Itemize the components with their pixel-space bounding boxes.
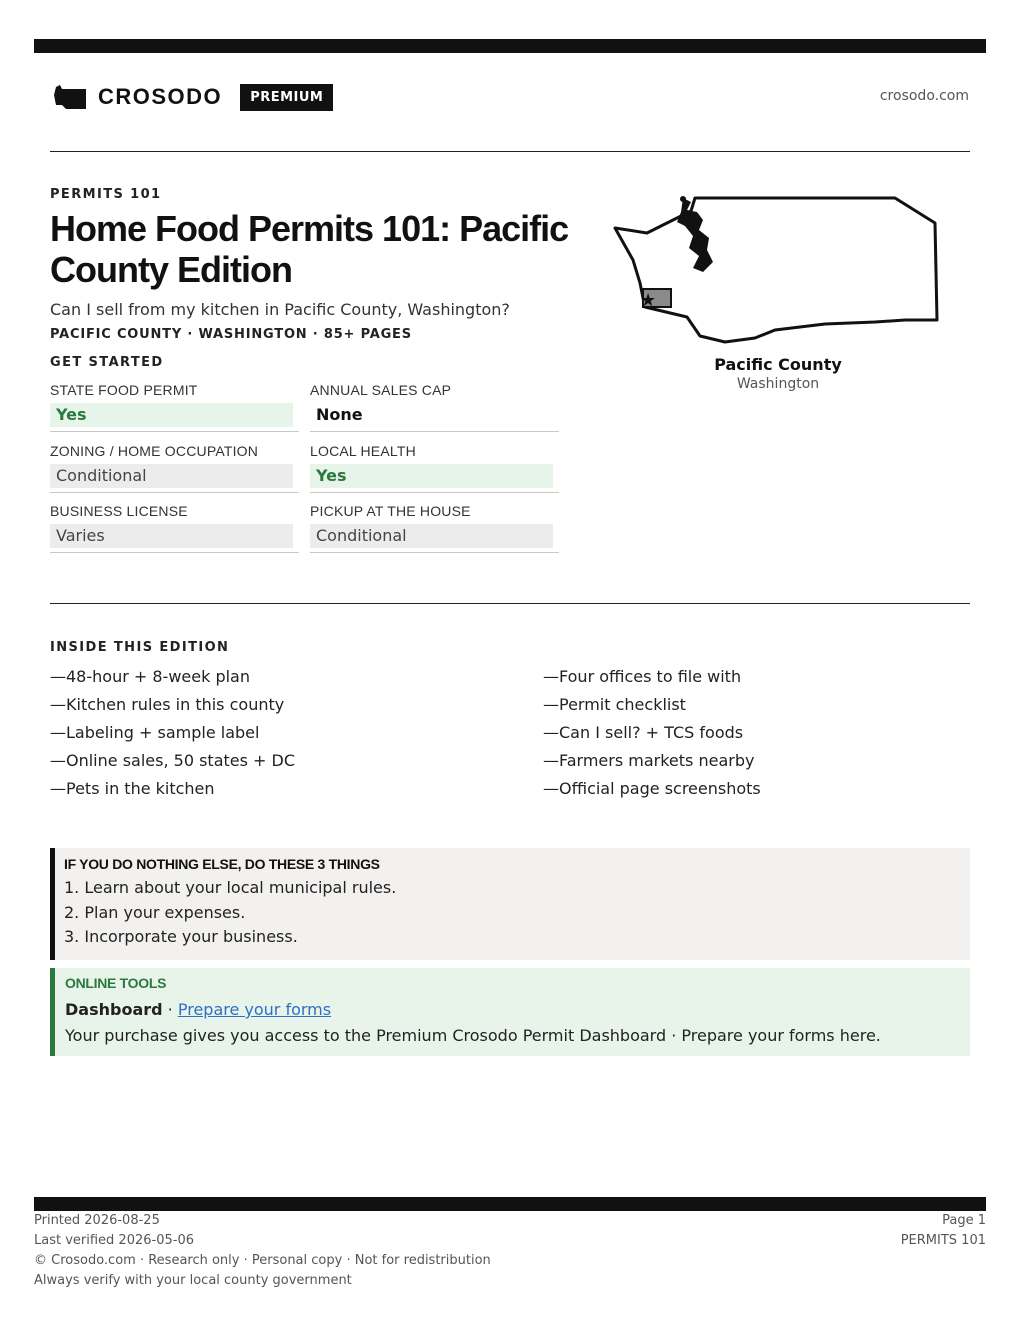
callout-item: 2. Plan your expenses. — [64, 902, 246, 922]
printed-date: Printed 2026-08-25 — [34, 1213, 160, 1228]
priority-callout — [50, 848, 970, 960]
disclaimer: Always verify with your local county government — [34, 1273, 352, 1288]
grid-cell-pickup — [310, 503, 559, 553]
list-item: —48-hour + 8-week plan — [50, 667, 250, 686]
status-badge: Varies — [50, 524, 293, 548]
grid-label: PICKUP AT THE HOUSE — [310, 503, 471, 519]
callout-item: 1. Learn about your local municipal rules. — [64, 878, 397, 897]
section-divider — [50, 603, 970, 604]
grid-divider — [50, 431, 299, 432]
status-badge: Yes — [50, 403, 293, 427]
puget-sound-islands — [677, 198, 713, 272]
list-item: —Official page screenshots — [543, 779, 761, 798]
list-item: —Kitchen rules in this county — [50, 695, 285, 714]
section-kicker: PERMITS 101 — [50, 187, 162, 202]
map-state-label: Washington — [736, 376, 820, 392]
prepare-forms-link[interactable]: Prepare your forms — [177, 1000, 332, 1019]
grid-divider — [50, 492, 299, 493]
island-dot — [680, 196, 686, 202]
grid-label: STATE FOOD PERMIT — [50, 382, 198, 398]
callout-item: 3. Incorporate your business. — [64, 927, 298, 946]
grid-divider — [50, 552, 299, 553]
list-item: —Four offices to file with — [543, 667, 742, 686]
page-title: Home Food Permits 101: Pacific County Edition — [50, 208, 569, 290]
premium-badge: PREMIUM — [240, 84, 333, 111]
page-subtitle: Can I sell from my kitchen in Pacific County, Washington? — [50, 300, 510, 319]
grid-cell-zoning — [50, 443, 299, 493]
footer-section: PERMITS 101 — [900, 1233, 986, 1248]
get-started-heading: GET STARTED — [50, 355, 164, 370]
tools-title: ONLINE TOOLS — [65, 975, 167, 991]
inside-list-right — [543, 663, 761, 803]
grid-cell-annual-sales-cap — [310, 382, 559, 432]
site-url[interactable]: crosodo.com — [879, 88, 969, 104]
link-separator: · — [162, 1000, 178, 1019]
state-outline — [615, 198, 937, 342]
list-item: —Permit checklist — [543, 695, 686, 714]
top-bar — [34, 39, 986, 53]
list-item: —Pets in the kitchen — [50, 779, 215, 798]
grid-cell-state-food-permit — [50, 382, 299, 432]
washington-state-logo-icon — [52, 83, 88, 111]
copyright: © Crosodo.com · Research only · Personal copy · Not for redistribution — [34, 1253, 491, 1268]
list-item: —Labeling + sample label — [50, 723, 260, 742]
online-tools-box — [50, 968, 970, 1056]
list-item: —Farmers markets nearby — [543, 751, 755, 770]
edition-meta: PACIFIC COUNTY · WASHINGTON · 85+ PAGES — [50, 327, 412, 342]
grid-label: BUSINESS LICENSE — [50, 503, 188, 519]
grid-cell-local-health — [310, 443, 559, 493]
grid-divider — [310, 431, 559, 432]
header-divider — [50, 151, 970, 152]
list-item: —Can I sell? + TCS foods — [543, 723, 744, 742]
footer-left — [34, 1211, 491, 1291]
tools-links-line — [65, 997, 970, 1023]
grid-divider — [310, 492, 559, 493]
dashboard-label: Dashboard — [65, 1000, 163, 1019]
status-badge: None — [316, 405, 363, 424]
inside-heading: INSIDE THIS EDITION — [50, 640, 230, 655]
grid-label: ANNUAL SALES CAP — [310, 382, 452, 398]
tools-description: Your purchase gives you access to the Premium Crosodo Permit Dashboard · Prepare your forms here. — [65, 1026, 881, 1045]
grid-label: ZONING / HOME OCCUPATION — [50, 443, 259, 459]
footer-bar — [34, 1197, 986, 1211]
status-badge: Yes — [310, 464, 553, 488]
map-county-label: Pacific County — [714, 355, 842, 374]
inside-list-left — [50, 663, 295, 803]
list-item: —Online sales, 50 states + DC — [50, 751, 296, 770]
county-star-icon: ★ — [640, 290, 657, 311]
page-number: Page 1 — [942, 1213, 986, 1228]
brand-name: CROSODO — [98, 84, 223, 109]
grid-divider — [310, 552, 559, 553]
footer-right — [901, 1211, 986, 1251]
grid-label: LOCAL HEALTH — [310, 443, 416, 459]
verified-date: Last verified 2026-05-06 — [34, 1233, 194, 1248]
status-badge: Conditional — [50, 464, 293, 488]
brand-logo[interactable] — [52, 82, 333, 112]
washington-state-map — [605, 190, 950, 350]
status-badge: Conditional — [310, 524, 553, 548]
grid-cell-business-license — [50, 503, 299, 553]
callout-title: IF YOU DO NOTHING ELSE, DO THESE 3 THINGS — [64, 856, 380, 872]
